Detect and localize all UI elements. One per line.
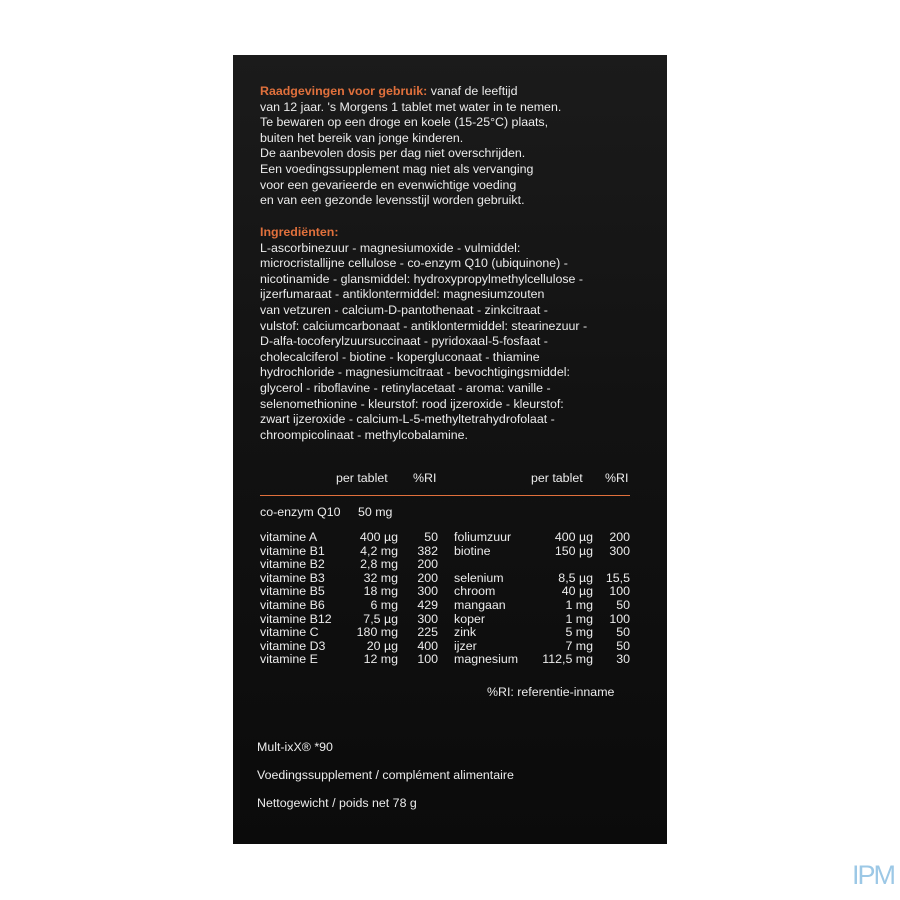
ingredients-line: ijzerfumaraat - antiklontermiddel: magnesiumzouten <box>260 287 545 302</box>
nutrient-name: vitamine D3 <box>260 638 326 653</box>
ipm-logo: IPM <box>852 860 895 890</box>
nutrient-amount: 4,2 mg <box>360 543 398 558</box>
nutrient-ri: 200 <box>609 530 630 544</box>
ingredients-line: chroompicolinaat - methylcobalamine. <box>260 427 468 442</box>
nutrient-amount: 18 mg <box>363 584 398 599</box>
nutrient-amount: 2,8 mg <box>360 557 398 572</box>
nutrient-name: vitamine B12 <box>260 611 332 626</box>
ri-footnote: %RI: referentie-inname <box>487 685 615 699</box>
nutrient-amount: 1 mg <box>565 611 593 626</box>
nutrient-amount: 6 mg <box>370 598 398 612</box>
ingredients-line: L-ascorbinezuur - magnesiumoxide - vulmiddel: <box>260 240 521 255</box>
ingredients <box>260 225 655 443</box>
nutrient-ri: 200 <box>417 557 438 572</box>
usage-instructions <box>260 84 655 209</box>
ingredients-line: selenomethionine - kleurstof: rood ijzeroxide - kleurstof: <box>260 396 564 411</box>
nutrient-ri: 50 <box>424 530 438 544</box>
nutrient-amount: 150 µg <box>554 543 593 558</box>
nutrient-ri: 382 <box>417 543 438 558</box>
nutrient-ri: 30 <box>616 652 630 667</box>
header-ri-right: %RI <box>605 471 629 485</box>
nutrient-ri: 100 <box>609 584 630 599</box>
nutrient-amount: 7 mg <box>565 638 593 653</box>
nutrient-amount: 8,5 µg <box>558 570 593 585</box>
usage-line: buiten het bereik van jonge kinderen. <box>260 130 464 145</box>
ingredients-heading: Ingrediënten: <box>260 225 339 239</box>
nutrient-name: koper <box>454 611 485 626</box>
nutrient-name: ijzer <box>454 638 477 653</box>
nutrient-name: biotine <box>454 543 491 558</box>
nutrient-amount: 40 µg <box>561 584 593 599</box>
usage-line: en van een gezonde levensstijl worden gebruikt. <box>260 193 525 208</box>
usage-line: Een voedingssupplement mag niet als vervanging <box>260 161 534 176</box>
product-type: Voedingssupplement / complément alimentaire <box>257 768 514 782</box>
nutrient-amount: 20 µg <box>366 638 398 653</box>
ingredients-line: van vetzuren - calcium-D-pantothenaat - zinkcitraat - <box>260 302 548 317</box>
usage-heading: Raadgevingen voor gebruik: <box>260 84 428 98</box>
nutrient-name: zink <box>454 625 477 640</box>
product-name: Mult-ixX® *90 <box>257 740 333 754</box>
nutrient-amount: 400 µg <box>359 530 398 544</box>
nutrient-ri: 300 <box>609 543 630 558</box>
usage-line: van 12 jaar. 's Morgens 1 tablet met water in te nemen. <box>260 99 562 114</box>
net-weight: Nettogewicht / poids net 78 g <box>257 796 417 810</box>
ingredients-line: hydrochloride - magnesiumcitraat - bevochtigingsmiddel: <box>260 365 570 380</box>
nutrient-amount: 5 mg <box>565 625 593 640</box>
header-per-tablet-right: per tablet <box>531 471 583 485</box>
ingredients-line: microcristallijne cellulose - co-enzym Q10 (ubiquinone) - <box>260 256 568 271</box>
usage-first-line-rest: vanaf de leeftijd <box>427 84 518 98</box>
nutrient-name: vitamine B5 <box>260 584 325 599</box>
nutrient-amount: 7,5 µg <box>363 611 398 626</box>
nutrient-name: mangaan <box>454 598 506 612</box>
nutrient-name: foliumzuur <box>454 530 512 544</box>
ingredients-line: nicotinamide - glansmiddel: hydroxypropylmethylcellulose - <box>260 271 583 286</box>
nutrient-name: vitamine B6 <box>260 598 325 612</box>
usage-first-line <box>260 84 655 100</box>
coenzyme-amount: 50 mg <box>358 505 393 519</box>
nutrient-ri: 100 <box>417 652 438 667</box>
nutrient-name: vitamine B1 <box>260 543 325 558</box>
nutrient-name: magnesium <box>454 652 519 667</box>
nutrient-ri: 300 <box>417 584 438 599</box>
nutrient-ri: 429 <box>417 598 438 612</box>
header-ri-left: %RI <box>413 471 437 485</box>
nutrient-ri: 15,5 <box>605 570 630 585</box>
nutrient-ri: 200 <box>417 570 438 585</box>
nutrient-amount: 112,5 mg <box>542 652 593 667</box>
nutrient-name: selenium <box>454 570 504 585</box>
header-per-tablet-left: per tablet <box>336 471 388 485</box>
nutrient-ri: 400 <box>417 638 438 653</box>
ingredients-line: vulstof: calciumcarbonaat - antiklontermiddel: stearinezuur - <box>260 318 588 333</box>
nutrient-ri: 300 <box>417 611 438 626</box>
nutrient-ri: 50 <box>616 625 630 640</box>
ingredients-line: glycerol - riboflavine - retinylacetaat - aroma: vanille - <box>260 380 551 395</box>
nutrient-ri: 50 <box>616 638 630 653</box>
product-label-panel <box>233 55 667 844</box>
ingredients-line: D-alfa-tocoferylzuursuccinaat - pyridoxaal-5-fosfaat - <box>260 334 548 349</box>
nutrient-ri: 225 <box>417 625 438 640</box>
nutrient-amount: 400 µg <box>554 530 593 544</box>
ingredients-line: zwart ijzeroxide - calcium-L-5-methyltetrahydrofolaat - <box>260 412 555 427</box>
table-header-divider <box>260 495 630 496</box>
ingredients-line: cholecalciferol - biotine - kopergluconaat - thiamine <box>260 349 540 364</box>
nutrient-amount: 12 mg <box>363 652 398 667</box>
coenzyme-name: co-enzym Q10 <box>260 505 341 519</box>
usage-line: voor een gevarieerde en evenwichtige voeding <box>260 177 517 192</box>
nutrient-amount: 180 mg <box>356 625 398 640</box>
nutrient-name: vitamine C <box>260 625 319 640</box>
nutrient-amount: 32 mg <box>363 570 398 585</box>
nutrient-amount: 1 mg <box>565 598 593 612</box>
usage-line: Te bewaren op een droge en koele (15-25°C) plaats, <box>260 115 549 130</box>
nutrient-name: vitamine B2 <box>260 557 325 572</box>
nutrient-name: vitamine E <box>260 652 318 667</box>
nutrient-ri: 50 <box>616 598 630 612</box>
usage-line: De aanbevolen dosis per dag niet overschrijden. <box>260 146 526 161</box>
nutrient-name: vitamine A <box>260 530 318 544</box>
nutrient-name: chroom <box>454 584 496 599</box>
nutrient-ri: 100 <box>609 611 630 626</box>
nutrient-name: vitamine B3 <box>260 570 325 585</box>
